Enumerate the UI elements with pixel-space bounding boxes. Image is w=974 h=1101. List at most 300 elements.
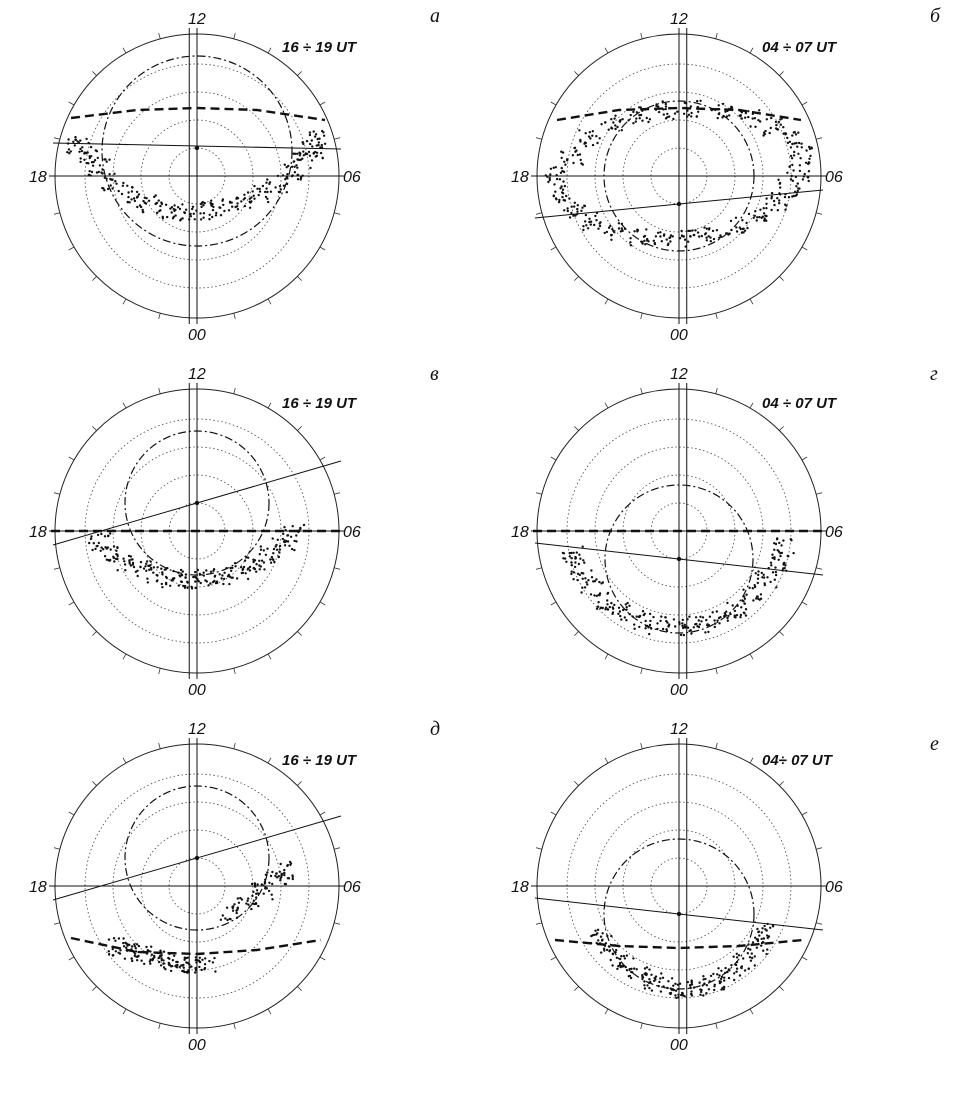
data-point xyxy=(104,546,106,548)
data-point xyxy=(254,884,256,886)
data-point xyxy=(616,968,618,970)
data-point xyxy=(263,549,265,551)
tick-mark xyxy=(234,1023,236,1029)
data-point xyxy=(584,220,586,222)
data-point xyxy=(626,602,628,604)
data-point xyxy=(286,173,288,175)
tick-mark xyxy=(54,848,60,850)
data-point xyxy=(593,224,595,226)
data-point xyxy=(265,554,267,556)
tick-mark xyxy=(334,493,340,495)
data-point xyxy=(236,577,238,579)
data-point xyxy=(238,902,240,904)
data-point xyxy=(719,980,721,982)
data-point xyxy=(773,549,775,551)
tick-mark xyxy=(320,457,325,460)
data-point xyxy=(123,945,125,947)
data-point xyxy=(745,614,747,616)
data-point xyxy=(99,164,101,166)
tick-mark xyxy=(716,743,718,749)
data-point xyxy=(269,181,271,183)
data-point xyxy=(122,185,124,187)
tick-mark xyxy=(779,631,783,635)
data-point xyxy=(563,209,565,211)
data-point xyxy=(247,897,249,899)
data-point xyxy=(614,115,616,117)
data-point xyxy=(253,195,255,197)
data-point xyxy=(191,208,193,210)
data-point xyxy=(195,961,197,963)
tick-mark xyxy=(779,276,783,280)
data-point xyxy=(124,569,126,571)
data-point xyxy=(777,209,779,211)
data-point xyxy=(138,951,140,953)
data-point xyxy=(605,607,607,609)
data-point xyxy=(260,549,262,551)
tick-mark xyxy=(641,668,643,674)
data-point xyxy=(93,542,95,544)
data-point xyxy=(629,241,631,243)
data-point xyxy=(724,967,726,969)
data-point xyxy=(690,993,692,995)
data-point xyxy=(571,564,573,566)
data-point xyxy=(624,616,626,618)
data-point xyxy=(761,217,763,219)
data-point xyxy=(649,624,651,626)
data-point xyxy=(722,103,724,105)
data-point xyxy=(249,566,251,568)
data-point xyxy=(288,545,290,547)
tick-mark xyxy=(268,48,271,53)
data-point xyxy=(115,950,117,952)
data-point xyxy=(603,949,605,951)
data-point xyxy=(636,615,638,617)
mlt-label-bottom: 00 xyxy=(670,1037,688,1054)
data-point xyxy=(596,142,598,144)
data-point xyxy=(179,219,181,221)
data-point xyxy=(810,146,812,148)
data-point xyxy=(286,166,288,168)
data-point xyxy=(271,894,273,896)
data-point xyxy=(759,209,761,211)
data-point xyxy=(151,959,153,961)
data-point xyxy=(147,949,149,951)
data-point xyxy=(736,953,738,955)
data-point xyxy=(646,239,648,241)
data-point xyxy=(735,964,737,966)
data-point xyxy=(116,558,118,560)
data-point xyxy=(287,534,289,536)
data-point xyxy=(736,230,738,232)
data-point xyxy=(629,975,631,977)
data-point xyxy=(185,573,187,575)
data-point xyxy=(735,217,737,219)
data-point xyxy=(599,225,601,227)
tick-mark xyxy=(551,957,556,960)
data-point xyxy=(323,135,325,137)
data-point xyxy=(172,959,174,961)
data-point xyxy=(706,623,708,625)
data-point xyxy=(699,994,701,996)
tick-mark xyxy=(551,812,556,815)
mlt-label-left: 18 xyxy=(511,879,529,896)
data-point xyxy=(610,239,612,241)
data-point xyxy=(114,940,116,942)
data-point xyxy=(144,197,146,199)
data-point xyxy=(679,983,681,985)
data-point xyxy=(784,209,786,211)
data-point xyxy=(754,955,756,957)
data-point xyxy=(771,192,773,194)
data-point xyxy=(768,935,770,937)
data-point xyxy=(80,157,82,159)
tick-mark xyxy=(268,1009,271,1014)
data-point xyxy=(208,960,210,962)
data-point xyxy=(744,598,746,600)
data-point xyxy=(280,863,282,865)
data-point xyxy=(754,126,756,128)
data-point xyxy=(642,610,644,612)
data-point xyxy=(577,573,579,575)
data-point xyxy=(713,619,715,621)
data-point xyxy=(605,942,607,944)
data-point xyxy=(633,628,635,630)
data-point xyxy=(560,172,562,174)
data-point xyxy=(714,626,716,628)
data-point xyxy=(245,902,247,904)
data-point xyxy=(136,956,138,958)
tick-mark xyxy=(334,568,340,570)
data-point xyxy=(616,957,618,959)
data-point xyxy=(109,560,111,562)
data-point xyxy=(173,204,175,206)
ut-label: 16 ÷ 19 UT xyxy=(282,395,357,412)
tick-mark xyxy=(816,568,822,570)
data-point xyxy=(665,620,667,622)
data-point xyxy=(108,950,110,952)
data-point xyxy=(278,556,280,558)
data-point xyxy=(667,243,669,245)
data-point xyxy=(654,977,656,979)
data-point xyxy=(262,185,264,187)
data-point xyxy=(720,236,722,238)
data-point xyxy=(134,200,136,202)
data-point xyxy=(604,121,606,123)
data-point xyxy=(702,616,704,618)
data-point xyxy=(615,949,617,951)
data-point xyxy=(572,162,574,164)
data-point xyxy=(599,137,601,139)
data-point xyxy=(620,618,622,620)
data-point xyxy=(226,907,228,909)
data-point xyxy=(600,582,602,584)
data-point xyxy=(766,923,768,925)
data-point xyxy=(689,984,691,986)
data-point xyxy=(282,174,284,176)
data-point xyxy=(564,164,566,166)
data-point xyxy=(168,953,170,955)
data-point xyxy=(224,917,226,919)
data-point xyxy=(311,145,313,147)
data-point xyxy=(273,561,275,563)
data-point xyxy=(271,883,273,885)
data-point xyxy=(159,956,161,958)
data-point xyxy=(161,571,163,573)
data-point xyxy=(699,616,701,618)
data-point xyxy=(549,173,551,175)
panel-letter: е xyxy=(930,733,939,755)
data-point xyxy=(219,573,221,575)
data-point xyxy=(596,608,598,610)
data-point xyxy=(601,943,603,945)
data-point xyxy=(689,235,691,237)
tick-mark xyxy=(234,313,236,319)
data-point xyxy=(758,934,760,936)
data-point xyxy=(683,634,685,636)
data-point xyxy=(237,897,239,899)
tick-mark xyxy=(750,48,753,53)
data-point xyxy=(271,556,273,558)
data-point xyxy=(624,957,626,959)
data-point xyxy=(687,241,689,243)
tick-mark xyxy=(750,403,753,408)
data-point xyxy=(118,937,120,939)
data-point xyxy=(250,908,252,910)
data-point xyxy=(574,566,576,568)
data-point xyxy=(770,562,772,564)
data-point xyxy=(265,196,267,198)
data-point xyxy=(718,974,720,976)
tick-mark xyxy=(605,1009,608,1014)
data-point xyxy=(311,139,313,141)
tick-mark xyxy=(54,493,60,495)
data-point xyxy=(186,972,188,974)
data-point xyxy=(286,865,288,867)
data-point xyxy=(590,569,592,571)
data-point xyxy=(211,216,213,218)
data-point xyxy=(723,977,725,979)
data-point xyxy=(785,570,787,572)
data-point xyxy=(270,875,272,877)
geomagnetic-pole xyxy=(677,202,681,206)
data-point xyxy=(773,542,775,544)
data-point xyxy=(316,144,318,146)
data-point xyxy=(556,174,558,176)
data-point xyxy=(742,957,744,959)
data-point xyxy=(629,613,631,615)
data-point xyxy=(745,594,747,596)
data-point xyxy=(697,106,699,108)
data-point xyxy=(290,536,292,538)
tick-mark xyxy=(92,71,96,75)
data-point xyxy=(210,571,212,573)
data-point xyxy=(644,243,646,245)
data-point xyxy=(757,931,759,933)
data-point xyxy=(756,928,758,930)
data-point xyxy=(660,615,662,617)
data-point xyxy=(783,562,785,564)
data-point xyxy=(321,144,323,146)
data-point xyxy=(134,945,136,947)
tick-mark xyxy=(551,457,556,460)
data-point xyxy=(297,178,299,180)
data-point xyxy=(256,188,258,190)
tick-mark xyxy=(92,631,96,635)
data-point xyxy=(630,977,632,979)
data-point xyxy=(143,567,145,569)
data-point xyxy=(662,977,664,979)
data-point xyxy=(718,113,720,115)
data-point xyxy=(611,964,613,966)
data-point xyxy=(706,228,708,230)
data-point xyxy=(765,203,767,205)
data-point xyxy=(299,154,301,156)
data-point xyxy=(111,187,113,189)
data-point xyxy=(775,121,777,123)
data-point xyxy=(580,159,582,161)
data-point xyxy=(648,633,650,635)
data-point xyxy=(757,574,759,576)
data-point xyxy=(770,209,772,211)
data-point xyxy=(756,947,758,949)
tick-mark xyxy=(574,426,578,430)
data-point xyxy=(320,152,322,154)
data-point xyxy=(102,548,104,550)
data-point xyxy=(771,196,773,198)
data-point xyxy=(212,209,214,211)
data-point xyxy=(680,230,682,232)
data-point xyxy=(255,571,257,573)
data-point xyxy=(303,154,305,156)
data-point xyxy=(679,237,681,239)
data-point xyxy=(106,559,108,561)
data-point xyxy=(148,200,150,202)
data-point xyxy=(763,925,765,927)
data-point xyxy=(147,581,149,583)
data-point xyxy=(295,164,297,166)
data-point xyxy=(643,614,645,616)
tick-mark xyxy=(551,602,556,605)
data-point xyxy=(578,554,580,556)
data-point xyxy=(618,222,620,224)
data-point xyxy=(703,226,705,228)
data-point xyxy=(188,218,190,220)
data-point xyxy=(612,953,614,955)
data-point xyxy=(78,151,80,153)
data-point xyxy=(108,173,110,175)
mlt-label-right: 06 xyxy=(343,879,361,896)
data-point xyxy=(146,952,148,954)
data-point xyxy=(727,615,729,617)
data-point xyxy=(748,967,750,969)
data-point xyxy=(315,133,317,135)
data-point xyxy=(282,538,284,540)
data-point xyxy=(106,161,108,163)
data-point xyxy=(171,206,173,208)
data-point xyxy=(159,209,161,211)
data-point xyxy=(593,594,595,596)
data-point xyxy=(797,190,799,192)
data-point xyxy=(792,169,794,171)
data-point xyxy=(313,130,315,132)
data-point xyxy=(610,959,612,961)
tick-mark xyxy=(605,48,608,53)
data-point xyxy=(668,625,670,627)
data-point xyxy=(283,185,285,187)
data-point xyxy=(183,971,185,973)
data-point xyxy=(659,620,661,622)
data-point xyxy=(688,114,690,116)
data-point xyxy=(624,228,626,230)
tick-mark xyxy=(816,923,822,925)
data-point xyxy=(792,180,794,182)
data-point xyxy=(561,191,563,193)
tick-mark xyxy=(334,923,340,925)
data-point xyxy=(243,566,245,568)
data-point xyxy=(772,571,774,573)
data-point xyxy=(600,951,602,953)
tick-mark xyxy=(802,602,807,605)
data-point xyxy=(653,240,655,242)
data-point xyxy=(700,620,702,622)
tick-mark xyxy=(802,247,807,250)
data-point xyxy=(742,600,744,602)
data-point xyxy=(124,958,126,960)
data-point xyxy=(795,176,797,178)
data-point xyxy=(662,108,664,110)
data-point xyxy=(276,872,278,874)
data-point xyxy=(682,619,684,621)
data-point xyxy=(131,957,133,959)
data-point xyxy=(75,139,77,141)
data-point xyxy=(236,917,238,919)
data-point xyxy=(183,966,185,968)
data-point xyxy=(159,205,161,207)
data-point xyxy=(187,581,189,583)
data-point xyxy=(599,222,601,224)
data-point xyxy=(639,117,641,119)
data-point xyxy=(173,208,175,210)
data-point xyxy=(677,984,679,986)
data-point xyxy=(122,942,124,944)
ut-label: 16 ÷ 19 UT xyxy=(282,39,357,56)
tick-mark xyxy=(802,102,807,105)
data-point xyxy=(563,171,565,173)
data-point xyxy=(756,938,758,940)
data-point xyxy=(673,989,675,991)
data-point xyxy=(145,202,147,204)
data-point xyxy=(193,213,195,215)
data-point xyxy=(736,961,738,963)
data-point xyxy=(754,584,756,586)
data-point xyxy=(744,969,746,971)
mlt-label-bottom: 00 xyxy=(188,327,206,344)
data-point xyxy=(258,560,260,562)
data-point xyxy=(203,212,205,214)
data-point xyxy=(101,172,103,174)
data-point xyxy=(807,176,809,178)
data-point xyxy=(91,549,93,551)
data-point xyxy=(100,533,102,535)
data-point xyxy=(266,548,268,550)
data-point xyxy=(316,152,318,154)
data-point xyxy=(659,977,661,979)
data-point xyxy=(621,118,623,120)
data-point xyxy=(740,966,742,968)
tick-mark xyxy=(320,102,325,105)
data-point xyxy=(318,141,320,143)
data-point xyxy=(673,618,675,620)
